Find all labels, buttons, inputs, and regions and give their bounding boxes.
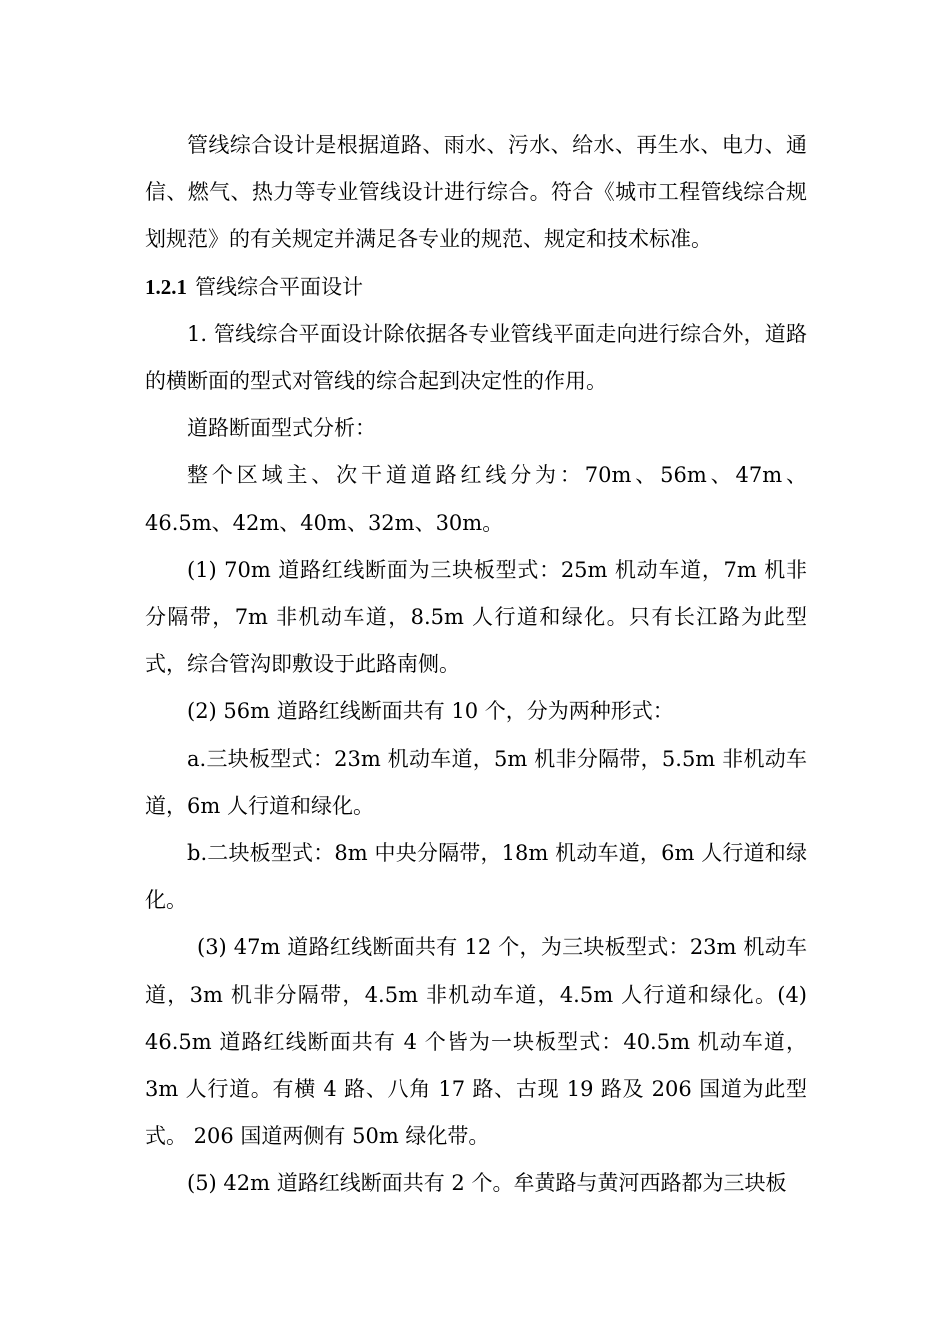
paragraph-red-lines: 整个区域主、次干道道路红线分为：70m、56m、47m、46.5m、42m、40m、32m、30m。 — [145, 463, 807, 535]
section-title: 管线综合平面设计 — [195, 274, 363, 299]
section-number: 1.2.1 — [145, 274, 187, 299]
paragraph-70m: (1) 70m 道路红线断面为三块板型式：25m 机动车道，7m 机非分隔带，7m 非机动车道，8.5m 人行道和绿化。只有长江路为此型式，综合管沟即敷设于此路南侧。 — [145, 557, 807, 677]
paragraph-plan-design: 1. 管线综合平面设计除依据各专业管线平面走向进行综合外，道路的横断面的型式对管线的综合起到决定性的作用。 — [145, 321, 807, 394]
paragraph-56m-a: a.三块板型式：23m 机动车道，5m 机非分隔带，5.5m 非机动车道，6m 人行道和绿化。 — [145, 746, 807, 818]
paragraph-section-analysis: 道路断面型式分析： — [187, 416, 376, 441]
paragraph-42m: (5) 42m 道路红线断面共有 2 个。牟黄路与黄河西路都为三块板 — [187, 1171, 787, 1196]
document-body — [145, 122, 807, 1208]
paragraph-56m-b: b.二块板型式：8m 中央分隔带，18m 机动车道，6m 人行道和绿化。 — [145, 841, 807, 913]
paragraph-56m: (2) 56m 道路红线断面共有 10 个，分为两种形式： — [187, 699, 674, 724]
paragraph-47m: (3) 47m 道路红线断面共有 12 个，为三块板型式：23m 机动车道，3m 机非分隔带，4.5m 非机动车道，4.5m 人行道和绿化。(4) 46.5m 道路红线断面共有 4 个皆为一块板型式：40.5m 机动车道， 3m 人行道。有横 4 路、八角 17 路、古现 19 路及 206 国道为此型式。 206 国道两侧有 50m 绿化带。 — [145, 935, 807, 1149]
paragraph-intro: 管线综合设计是根据道路、雨水、污水、给水、再生水、电力、通信、燃气、热力等专业管线设计进行综合。符合《城市工程管线综合规划规范》的有关规定并满足各专业的规范、规定和技术标准。 — [145, 133, 807, 252]
section-heading — [145, 264, 807, 311]
